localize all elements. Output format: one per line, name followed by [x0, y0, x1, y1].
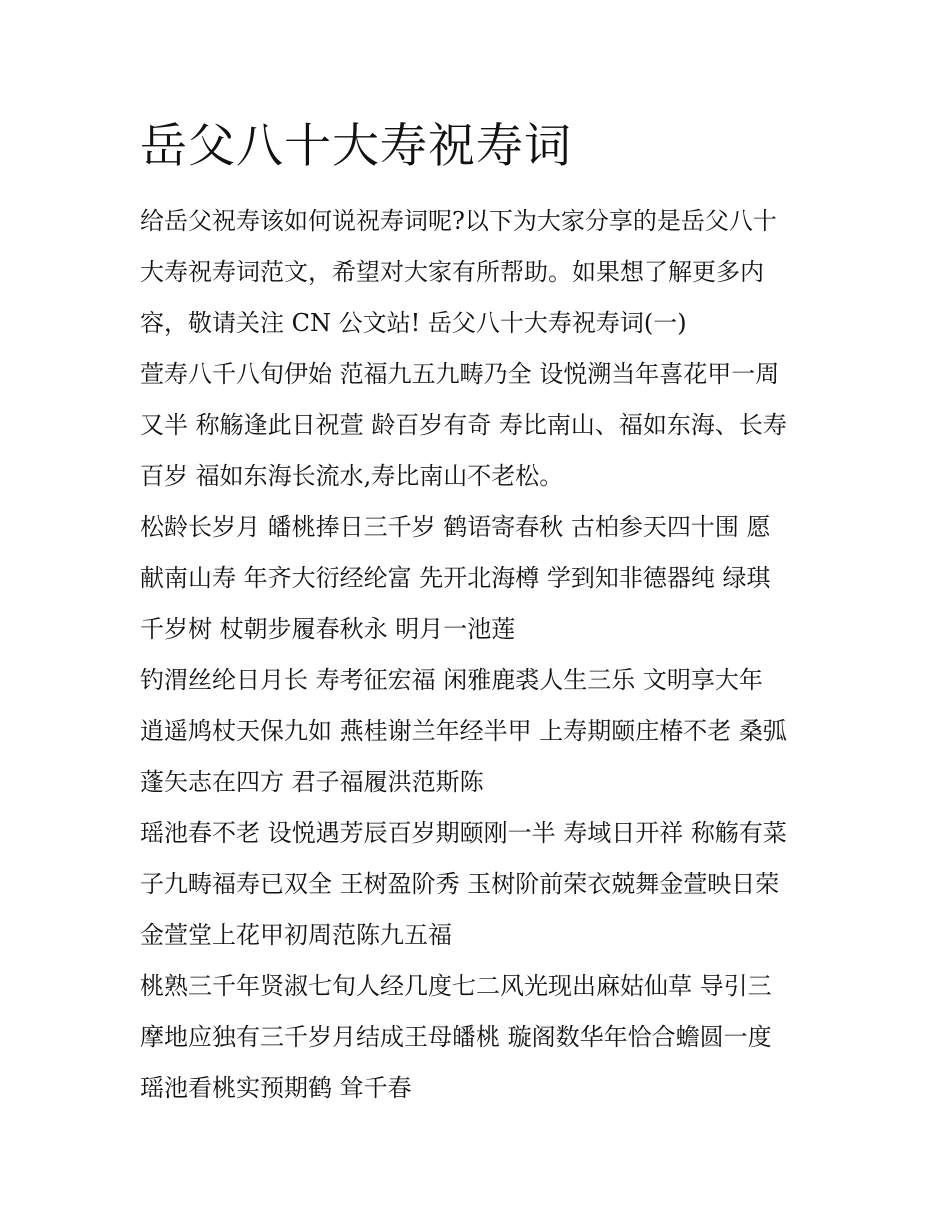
text-line: 千岁树 杖朝步履春秋永 明月一池莲 [140, 615, 516, 643]
text-line: 钓渭丝纶日月长 寿考征宏福 闲雅鹿裘人生三乐 文明享大年 [140, 666, 763, 694]
text-line: 金萱堂上花甲初周范陈九五福 [140, 921, 452, 949]
document-title: 岳父八十大寿祝寿词 [140, 119, 572, 174]
text-line: 子九畴福寿已双全 王树盈阶秀 玉树阶前荣衣兢舞金萱映日荣 [140, 870, 780, 898]
text-line: 松龄长岁月 皤桃捧日三千岁 鹤语寄春秋 古柏参天四十围 愿 [140, 513, 771, 541]
text-line: 又半 称觞逢此日祝萱 龄百岁有奇 寿比南山、福如东海、长寿 [140, 411, 787, 439]
text-line: 大寿祝寿词范文，希望对大家有所帮助。如果想了解更多内 [140, 258, 764, 286]
text-line: 百岁 福如东海长流水,寿比南山不老松。 [140, 462, 564, 490]
text-line: 桃熟三千年贤淑七旬人经几度七二风光现出麻姑仙草 导引三 [140, 972, 772, 1000]
paragraph-intro [140, 196, 820, 349]
document-body [140, 196, 820, 1114]
paragraph-2 [140, 349, 820, 502]
text-line: 摩地应独有三千岁月结成王母皤桃 璇阁数华年恰合蟾圆一度 [140, 1023, 772, 1051]
text-line: 容，敬请关注 CN 公文站! 岳父八十大寿祝寿词(一) [140, 309, 687, 337]
paragraph-6 [140, 961, 820, 1114]
text-line: 瑶池看桃实预期鹤 耸千春 [140, 1074, 412, 1102]
text-line: 给岳父祝寿该如何说祝寿词呢?以下为大家分享的是岳父八十 [140, 207, 777, 235]
text-line: 逍遥鸠杖天保九如 燕桂谢兰年经半甲 上寿期颐庄椿不老 桑弧 [140, 717, 787, 745]
text-line: 蓬矢志在四方 君子福履洪范斯陈 [140, 768, 484, 796]
text-line: 萱寿八千八旬伊始 范福九五九畴乃全 设悦溯当年喜花甲一周 [140, 360, 780, 388]
paragraph-4 [140, 655, 820, 808]
text-line: 献南山寿 年齐大衍经纶富 先开北海樽 学到知非德器纯 绿琪 [140, 564, 771, 592]
paragraph-3 [140, 502, 820, 655]
paragraph-5 [140, 808, 820, 961]
text-line: 瑶池春不老 设悦遇芳辰百岁期颐刚一半 寿域日开祥 称觞有菜 [140, 819, 787, 847]
